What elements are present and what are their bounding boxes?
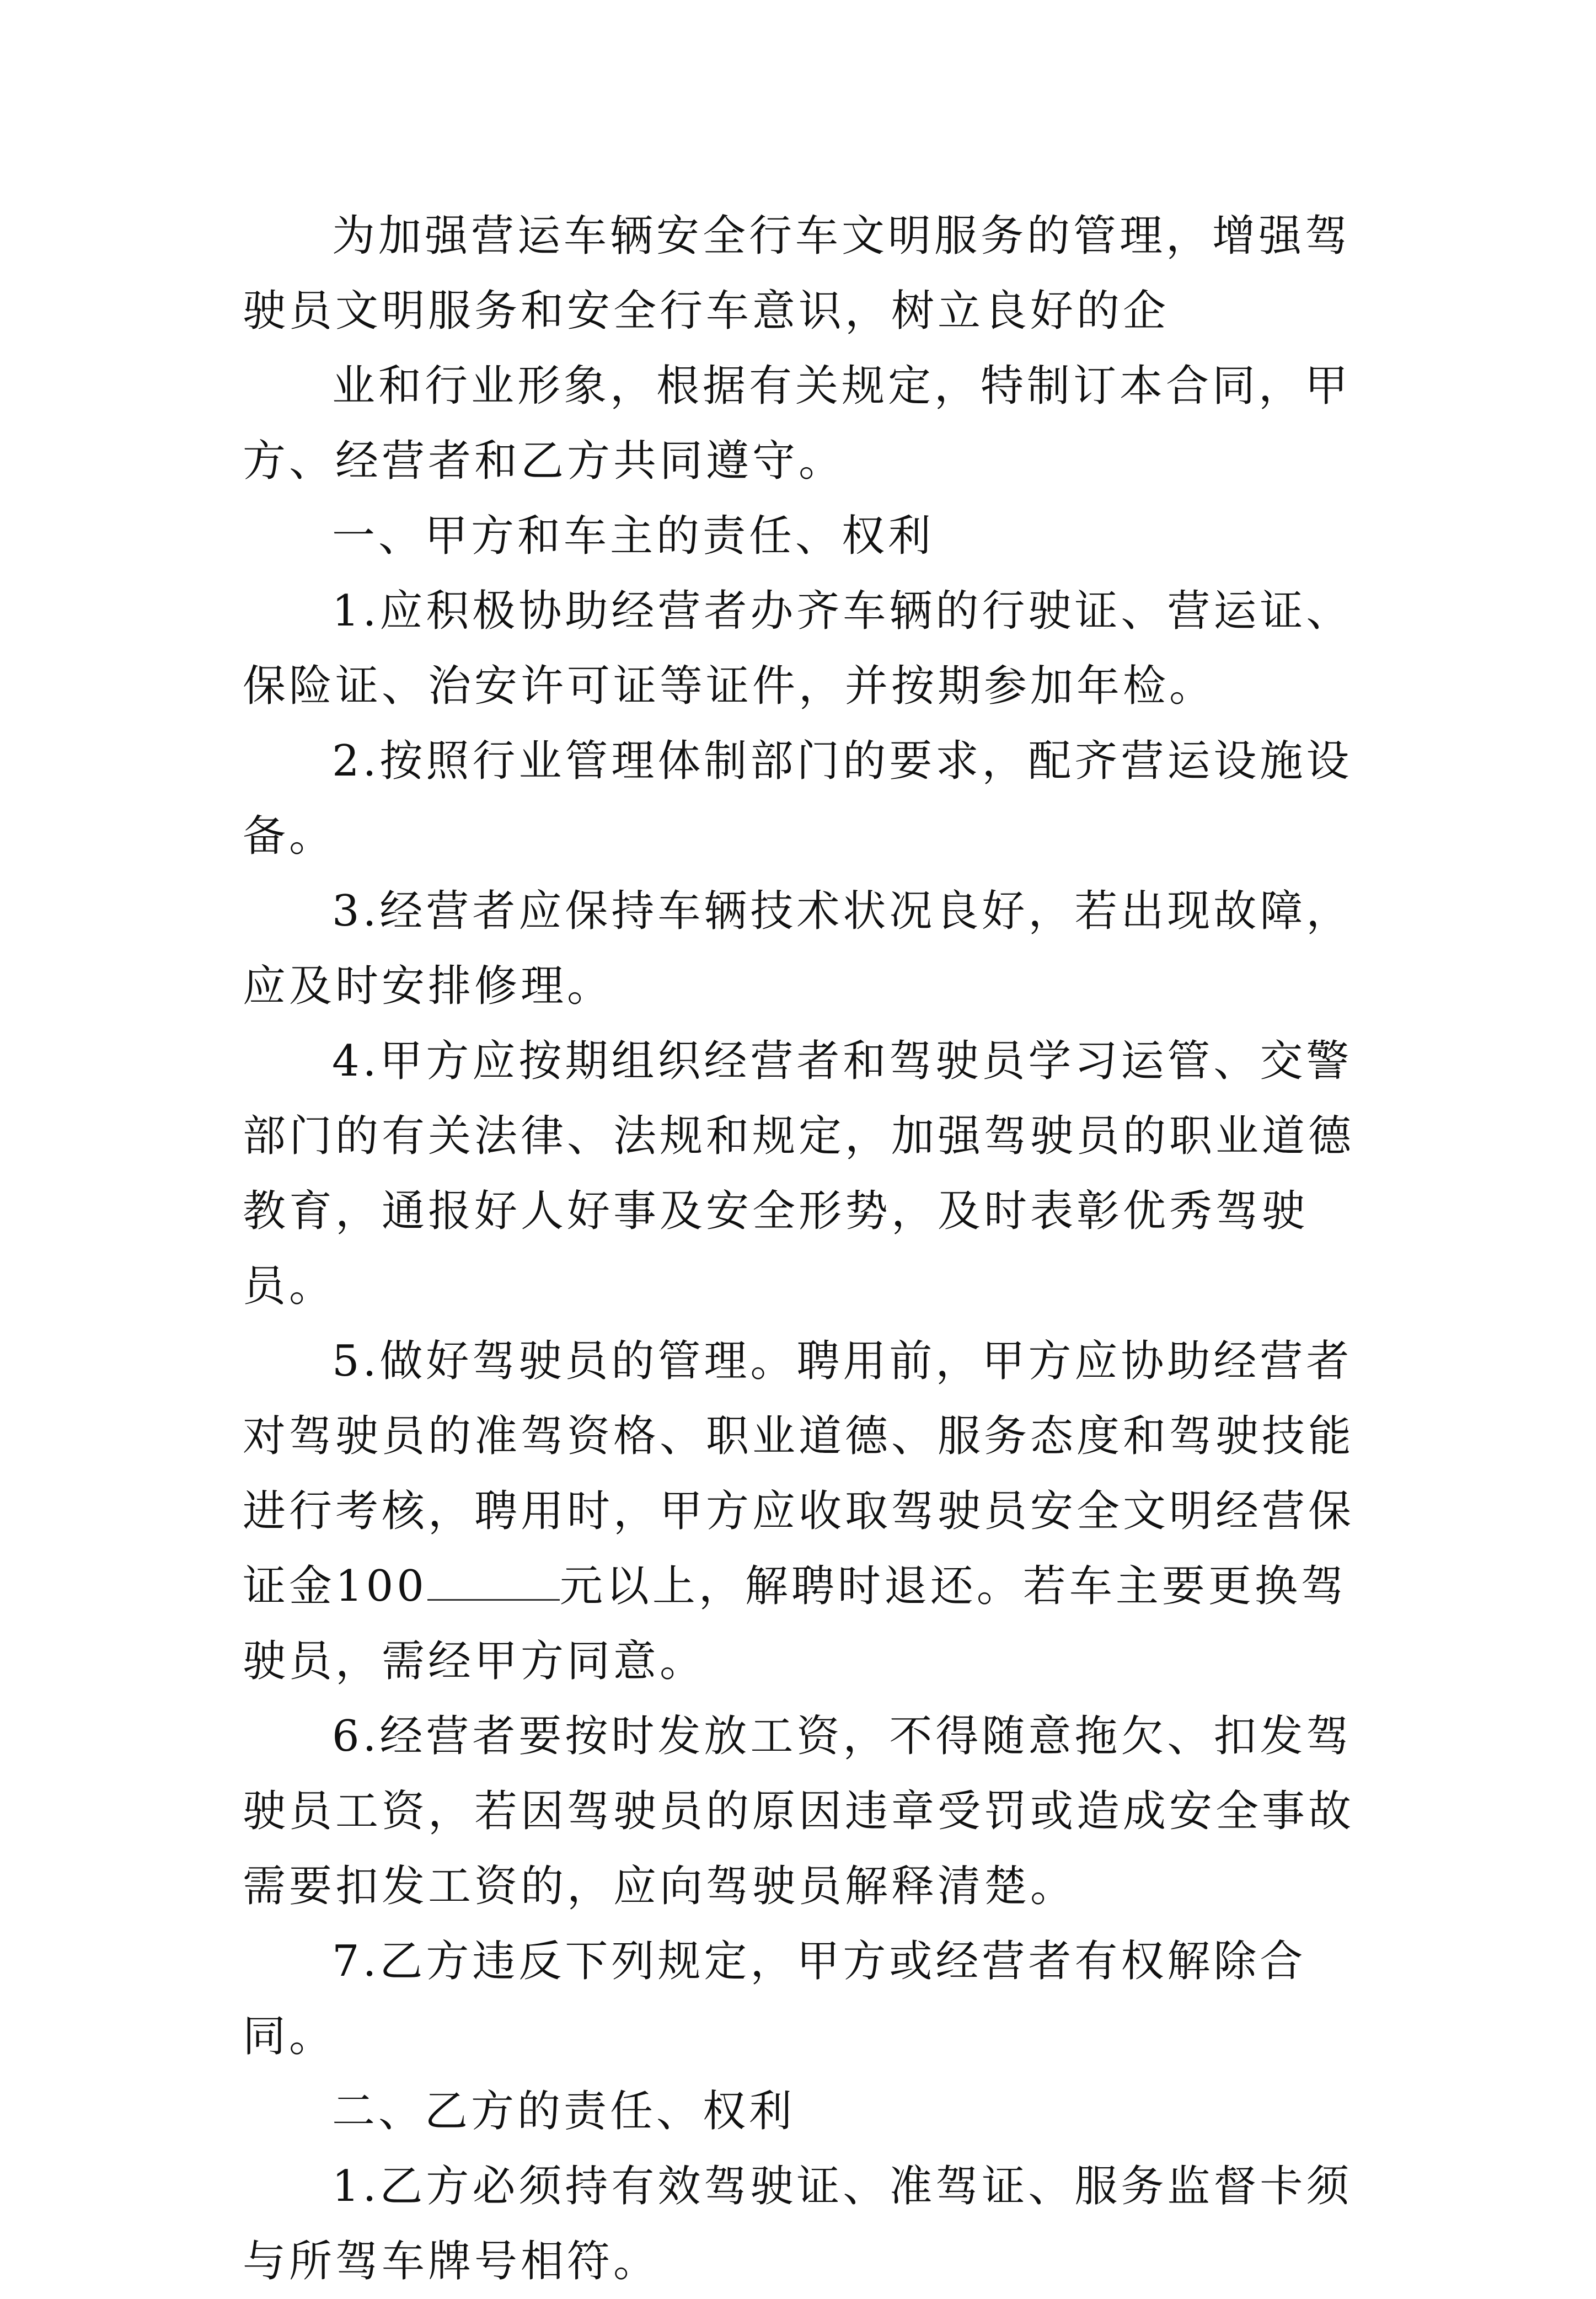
- paragraph-intro-continued: 业和行业形象，根据有关规定，特制订本合同，甲方、经营者和乙方共同遵守。: [243, 361, 1352, 486]
- document-body: [243, 199, 1362, 2299]
- clause-a7: 7.乙方违反下列规定，甲方或经营者有权解除合同。: [243, 1937, 1306, 2061]
- clause-a3: 3.经营者应保持车辆技术状况良好，若出现故障，应及时安排修理。: [243, 886, 1353, 1011]
- deposit-blank-line: [427, 1560, 560, 1601]
- clause-a2: 2.按照行业管理体制部门的要求，配齐营运设施设备。: [243, 736, 1353, 861]
- clause-a1: 1.应积极协助经营者办齐车辆的行驶证、营运证、保险证、治安许可证等证件，并按期参加年检。: [243, 586, 1353, 711]
- clause-b1: 1.乙方必须持有效驾驶证、准驾证、服务监督卡须与所驾车牌号相符。: [243, 2162, 1353, 2286]
- clause-a6: 6.经营者要按时发放工资，不得随意拖欠、扣发驾驶员工资，若因驾驶员的原因违章受罚或造成安全事故需要扣发工资的，应向驾驶员解释清楚。: [243, 1712, 1355, 1911]
- clause-a5-text-after: 元以上，解聘时退还。若车主要更换驾驶员，需经甲方同意。: [243, 1562, 1347, 1686]
- paragraph-intro: 为加强营运车辆安全行车文明服务的管理，增强驾驶员文明服务和安全行车意识，树立良好的企: [243, 211, 1352, 336]
- clause-a5: [243, 1324, 1362, 1699]
- section-heading-party-b: 二、乙方的责任、权利: [332, 2087, 796, 2136]
- clause-a4: 4.甲方应按期组织经营者和驾驶员学习运管、交警部门的有关法律、法规和规定，加强驾驶员的职业道德教育，通报好人好事及安全形势，及时表彰优秀驾驶员。: [243, 1036, 1355, 1311]
- clause-a5-text-before: 5.做好驾驶员的管理。聘用前，甲方应协助经营者对驾驶员的准驾资格、职业道德、服务态度和驾驶技能进行考核，聘用时，甲方应收取驾驶员安全文明经营保证金100: [243, 1336, 1355, 1611]
- section-heading-party-a: 一、甲方和车主的责任、权利: [332, 511, 935, 561]
